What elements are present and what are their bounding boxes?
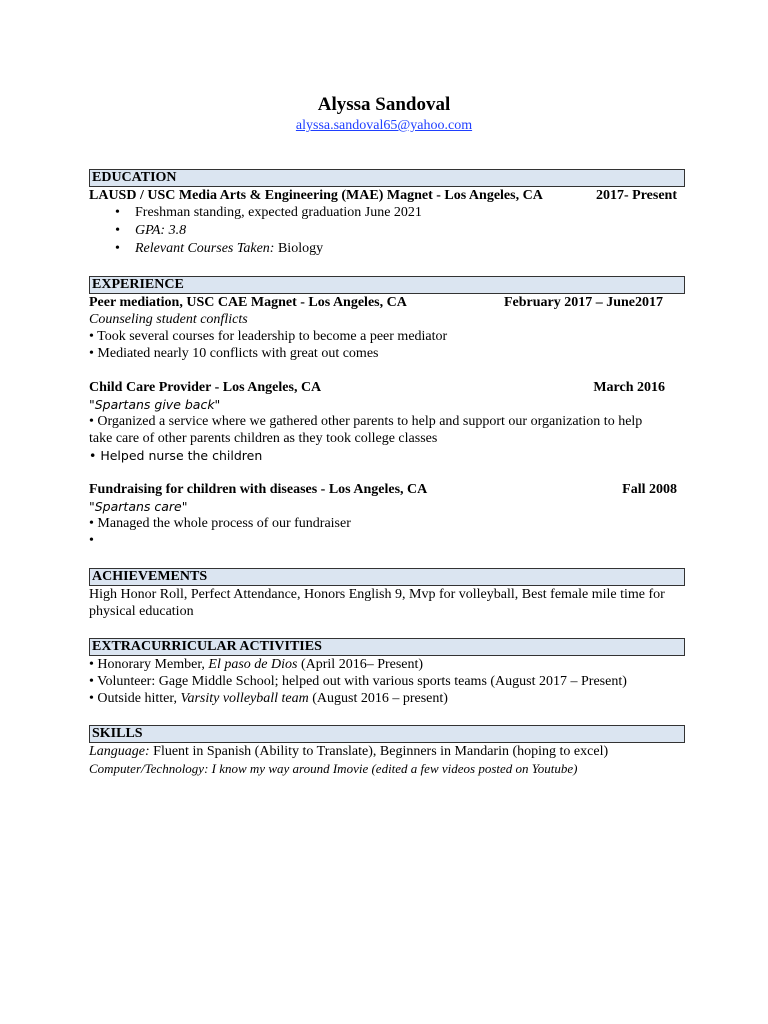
job1-dates: February 2017 – June2017 — [503, 295, 663, 310]
job2-dates: March 2016 — [593, 380, 665, 395]
job1-heading-row — [89, 294, 685, 311]
item3-team: Varsity volleyball team — [180, 691, 309, 706]
skills-tech: Computer/Technology: I know my way around Imovie (edited a few videos posted on Youtube) — [89, 761, 578, 776]
achievements-header: ACHIEVEMENTS — [89, 568, 685, 586]
job3-heading: Fundraising for children with diseases - Los Angeles, CA — [89, 482, 428, 497]
item3-text: • Outside hitter, — [89, 691, 181, 706]
job1-line1: • Took several courses for leadership to become a peer mediator — [89, 329, 448, 344]
list-item: • GPA: 3.8 — [89, 222, 685, 240]
education-section — [89, 169, 685, 258]
job2-heading: Child Care Provider - Los Angeles, CA — [89, 380, 322, 395]
item3-dates: (August 2016 – present) — [308, 691, 448, 706]
job3-subtitle: "Spartans care" — [89, 499, 188, 514]
skills-header: SKILLS — [89, 725, 685, 743]
education-dates: 2017- Present — [596, 188, 677, 203]
education-school: LAUSD / USC Media Arts & Engineering (MAE) Magnet - Los Angeles, CA — [89, 188, 543, 203]
email-link[interactable]: alyssa.sandoval65@yahoo.com — [295, 118, 473, 133]
email-line — [0, 117, 768, 134]
experience-header: EXPERIENCE — [89, 276, 685, 294]
extracurricular-item-1 — [89, 656, 685, 673]
achievements-text: High Honor Roll, Perfect Attendance, Honors English 9, Mvp for volleyball, Best female mile time for physical education — [89, 587, 665, 619]
list-item: • Freshman standing, expected graduation June 2021 — [89, 204, 685, 222]
achievements-section — [89, 568, 685, 620]
spacer — [89, 464, 685, 481]
extracurricular-header: EXTRACURRICULAR ACTIVITIES — [89, 638, 685, 656]
spacer — [89, 362, 685, 379]
skills-section — [89, 725, 685, 777]
job3-heading-row — [89, 481, 685, 498]
education-bullets — [89, 204, 685, 258]
extracurricular-section — [89, 638, 685, 707]
job1-line2: • Mediated nearly 10 conflicts with great out comes — [89, 346, 379, 361]
job3-line1: • Managed the whole process of our fundraiser — [89, 516, 351, 531]
job1-heading: Peer mediation, USC CAE Magnet - Los Angeles, CA — [89, 295, 407, 310]
experience-section — [89, 276, 685, 549]
list-item — [89, 240, 685, 258]
job2-line1: • Organized a service where we gathered other parents to help and support our organization to help take care of other parents children as they took college classes — [89, 414, 643, 446]
candidate-name: Alyssa Sandoval — [317, 94, 451, 115]
job1-subtitle: Counseling student conflicts — [89, 312, 248, 327]
skills-language — [89, 743, 685, 760]
language-label: Language: — [89, 744, 150, 759]
job2-heading-row — [89, 379, 685, 396]
courses-value: Biology — [274, 241, 324, 256]
job3-line2: • — [89, 533, 94, 548]
job3-dates: Fall 2008 — [622, 482, 677, 497]
extracurricular-item-3 — [89, 690, 685, 707]
item1-org: El paso de Dios — [208, 657, 298, 672]
extracurricular-item-2: • Volunteer: Gage Middle School; helped out with various sports teams (August 2017 – Present) — [89, 674, 627, 689]
language-value: Fluent in Spanish (Ability to Translate), Beginners in Mandarin (hoping to excel) — [149, 744, 609, 759]
item1-text: • Honorary Member, — [89, 657, 209, 672]
education-header: EDUCATION — [89, 169, 685, 187]
job2-line2: • Helped nurse the children — [89, 448, 263, 463]
courses-label: Relevant Courses Taken: — [135, 241, 275, 256]
job2-subtitle: "Spartans give back" — [89, 397, 221, 412]
item1-dates: (April 2016– Present) — [297, 657, 424, 672]
education-school-row — [89, 187, 685, 204]
